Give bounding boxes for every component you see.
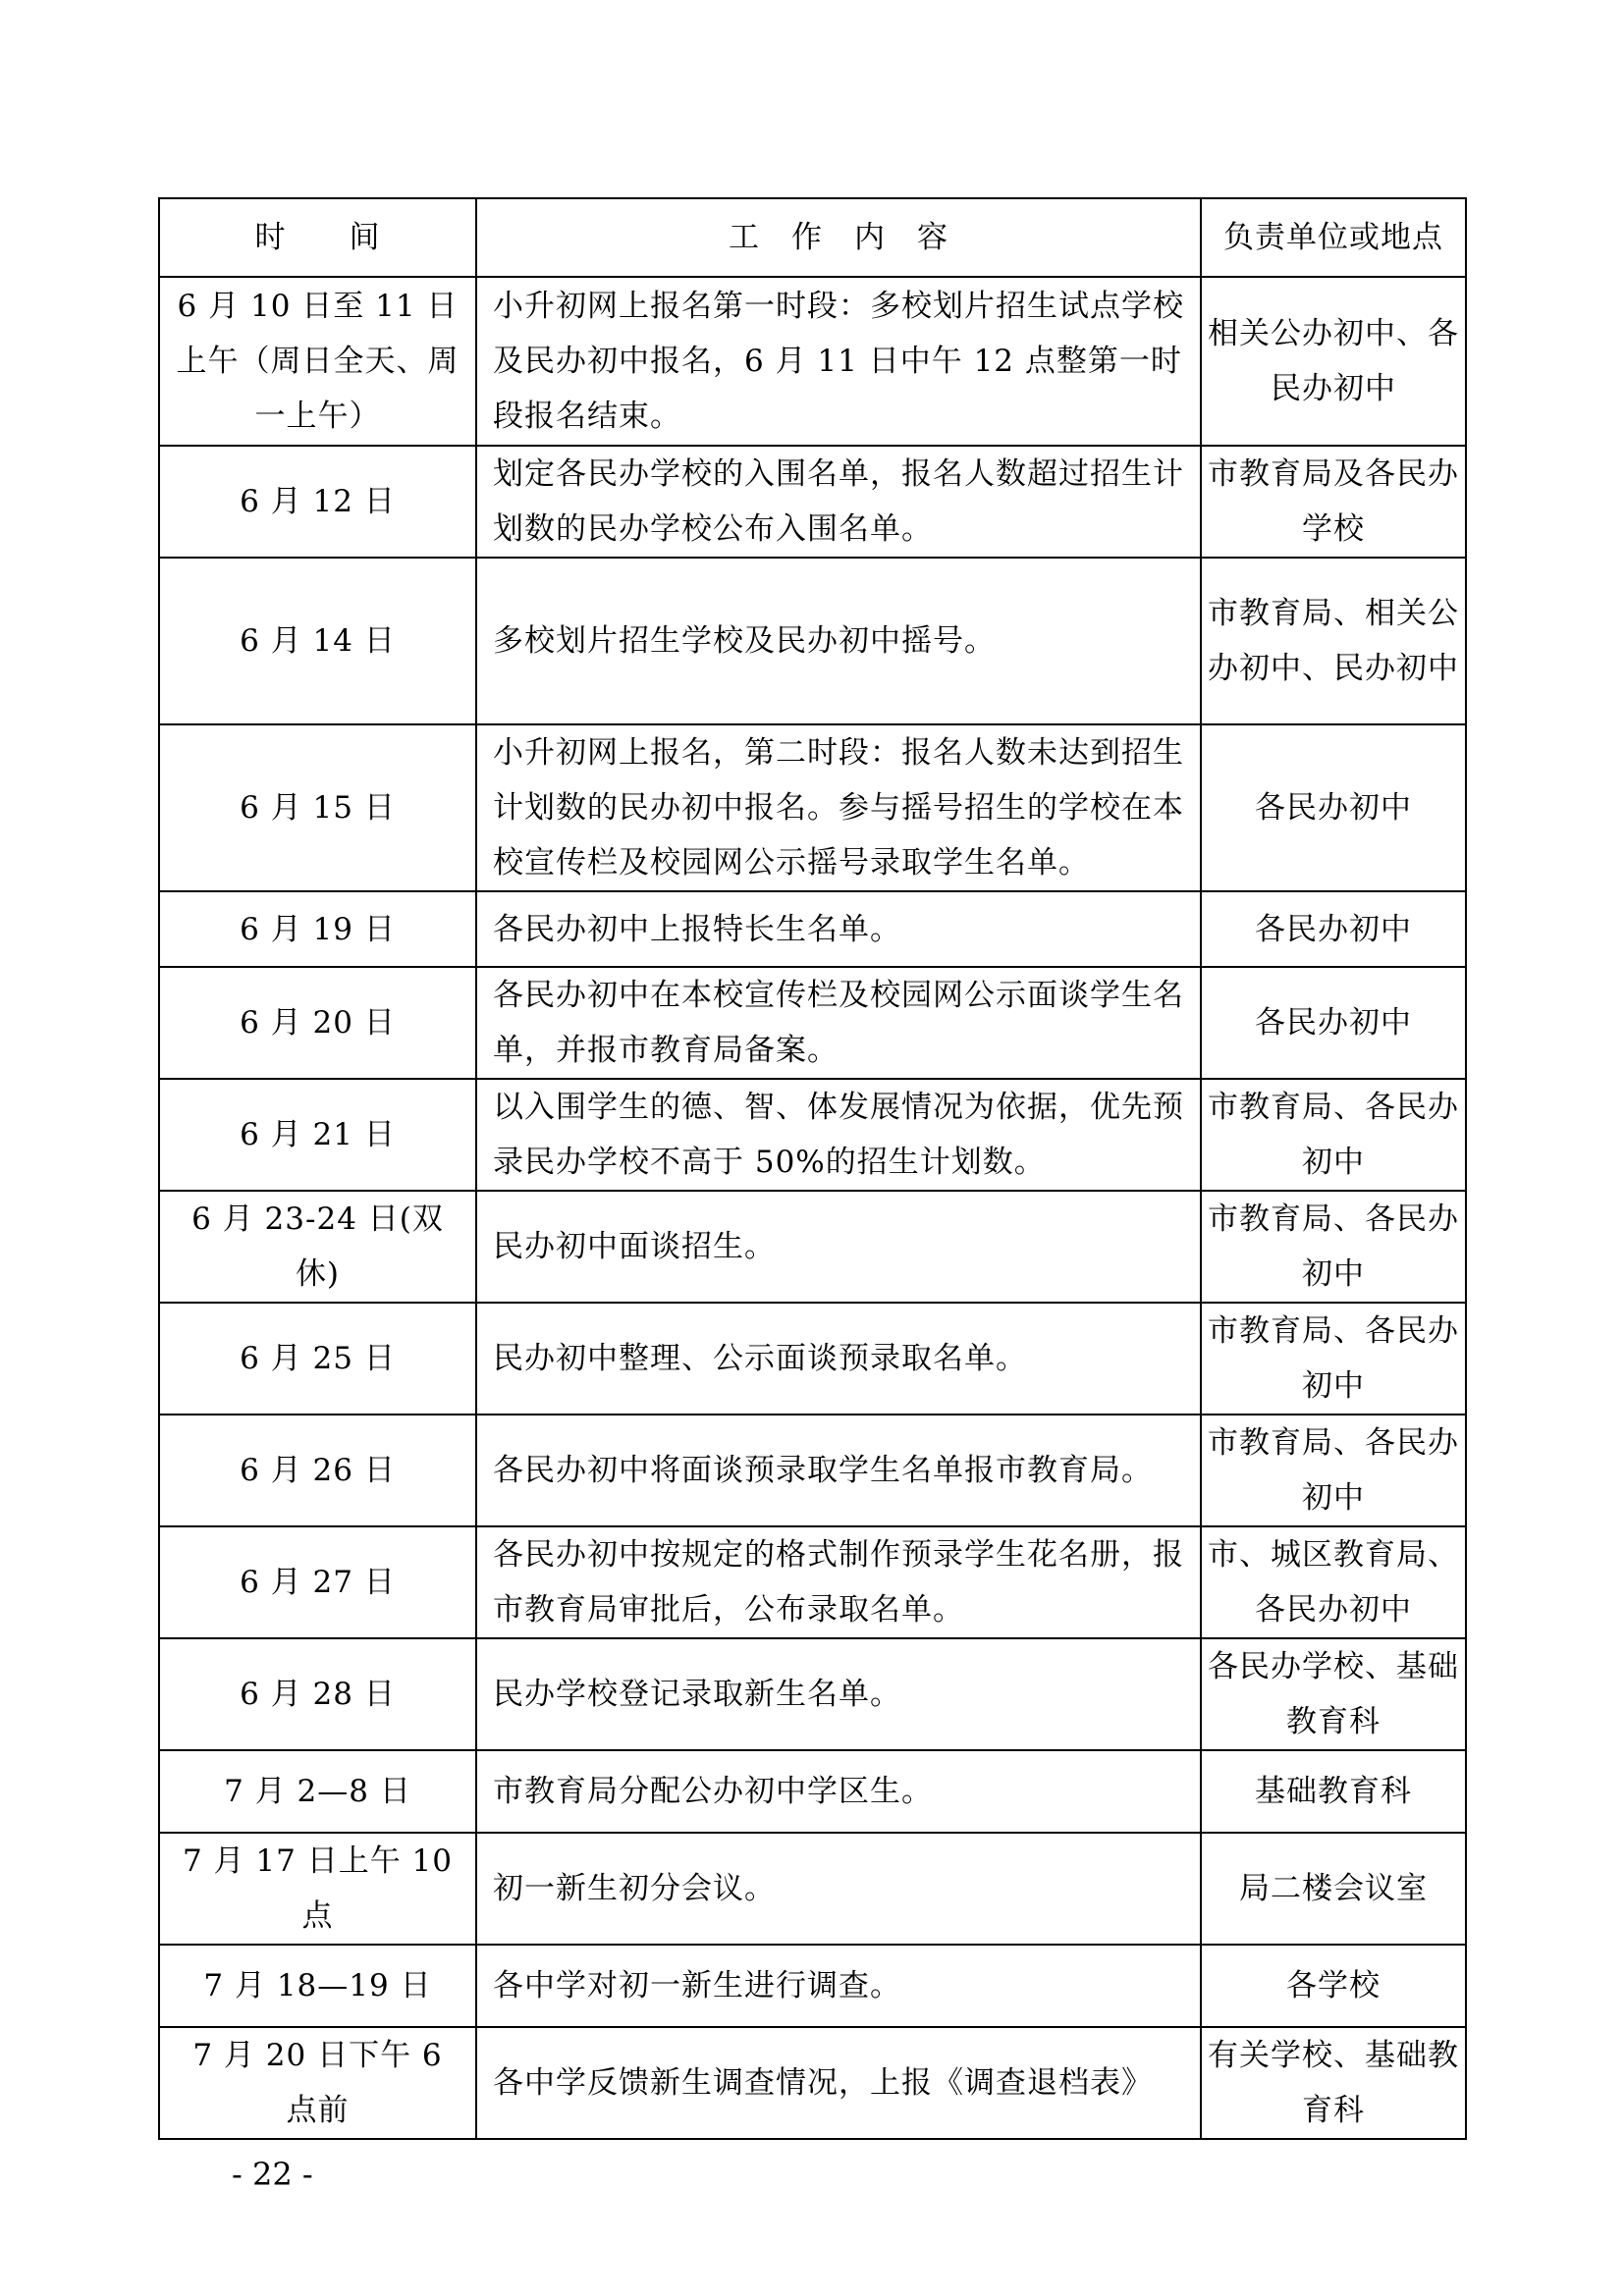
row-time: 6 月 21 日: [159, 1079, 476, 1191]
row-content: 各民办初中在本校宣传栏及校园网公示面谈学生名单，并报市教育局备案。: [476, 967, 1201, 1079]
row-time: 6 月 23-24 日(双休): [159, 1191, 476, 1303]
table-row: [159, 1303, 1466, 1415]
header-content: 工 作 内 容: [476, 198, 1201, 277]
table-row: [159, 2027, 1466, 2139]
row-unit: 市教育局、各民办初中: [1201, 1415, 1466, 1526]
row-content: 各民办初中上报特长生名单。: [476, 891, 1201, 967]
table-row: [159, 1415, 1466, 1526]
row-unit: 各民办初中: [1201, 891, 1466, 967]
row-time: 6 月 26 日: [159, 1415, 476, 1526]
table-header-row: [159, 198, 1466, 277]
row-unit: 各民办初中: [1201, 724, 1466, 891]
schedule-table: [158, 197, 1467, 2140]
row-unit: 市教育局及各民办学校: [1201, 446, 1466, 558]
row-content: 各中学对初一新生进行调查。: [476, 1945, 1201, 2027]
row-unit: 各民办初中: [1201, 967, 1466, 1079]
table-row: [159, 1191, 1466, 1303]
table-row: [159, 1750, 1466, 1833]
row-content: 市教育局分配公办初中学区生。: [476, 1750, 1201, 1833]
row-unit: 市教育局、各民办初中: [1201, 1303, 1466, 1415]
row-time: 6 月 19 日: [159, 891, 476, 967]
row-content: 民办初中面谈招生。: [476, 1191, 1201, 1303]
table-row: [159, 1526, 1466, 1638]
table-row: [159, 277, 1466, 446]
row-time: 7 月 2—8 日: [159, 1750, 476, 1833]
row-content: 多校划片招生学校及民办初中摇号。: [476, 558, 1201, 724]
row-time: 6 月 28 日: [159, 1638, 476, 1750]
row-content: 各民办初中将面谈预录取学生名单报市教育局。: [476, 1415, 1201, 1526]
table-row: [159, 558, 1466, 724]
page-number: - 22 -: [232, 2156, 313, 2193]
row-content: 小升初网上报名，第二时段：报名人数未达到招生计划数的民办初中报名。参与摇号招生的学校在本校宣传栏及校园网公示摇号录取学生名单。: [476, 724, 1201, 891]
row-unit: 局二楼会议室: [1201, 1833, 1466, 1945]
row-content: 以入围学生的德、智、体发展情况为依据，优先预录民办学校不高于 50%的招生计划数。: [476, 1079, 1201, 1191]
row-unit: 各学校: [1201, 1945, 1466, 2027]
row-content: 各中学反馈新生调查情况，上报《调查退档表》: [476, 2027, 1201, 2139]
row-time: 7 月 18—19 日: [159, 1945, 476, 2027]
row-unit: 市教育局、各民办初中: [1201, 1191, 1466, 1303]
table-row: [159, 446, 1466, 558]
row-unit: 市教育局、各民办初中: [1201, 1079, 1466, 1191]
row-time: 6 月 14 日: [159, 558, 476, 724]
row-unit: 市、城区教育局、各民办初中: [1201, 1526, 1466, 1638]
row-time: 6 月 15 日: [159, 724, 476, 891]
row-time: 6 月 12 日: [159, 446, 476, 558]
row-unit: 市教育局、相关公办初中、民办初中: [1201, 558, 1466, 724]
table-row: [159, 891, 1466, 967]
row-time: 6 月 20 日: [159, 967, 476, 1079]
table-row: [159, 1945, 1466, 2027]
table-row: [159, 967, 1466, 1079]
row-time: 7 月 17 日上午 10 点: [159, 1833, 476, 1945]
row-content: 民办学校登记录取新生名单。: [476, 1638, 1201, 1750]
header-unit: 负责单位或地点: [1201, 198, 1466, 277]
row-unit: 各民办学校、基础教育科: [1201, 1638, 1466, 1750]
table-row: [159, 1638, 1466, 1750]
row-time: 6 月 10 日至 11 日上午（周日全天、周一上午）: [159, 277, 476, 446]
table-row: [159, 1079, 1466, 1191]
row-time: 7 月 20 日下午 6 点前: [159, 2027, 476, 2139]
row-content: 划定各民办学校的入围名单，报名人数超过招生计划数的民办学校公布入围名单。: [476, 446, 1201, 558]
row-content: 各民办初中按规定的格式制作预录学生花名册，报市教育局审批后，公布录取名单。: [476, 1526, 1201, 1638]
row-unit: 基础教育科: [1201, 1750, 1466, 1833]
table-row: [159, 1833, 1466, 1945]
row-content: 小升初网上报名第一时段：多校划片招生试点学校及民办初中报名，6 月 11 日中午 12 点整第一时段报名结束。: [476, 277, 1201, 446]
row-time: 6 月 25 日: [159, 1303, 476, 1415]
row-content: 初一新生初分会议。: [476, 1833, 1201, 1945]
row-time: 6 月 27 日: [159, 1526, 476, 1638]
header-time: 时 间: [159, 198, 476, 277]
table-row: [159, 724, 1466, 891]
row-content: 民办初中整理、公示面谈预录取名单。: [476, 1303, 1201, 1415]
row-unit: 有关学校、基础教育科: [1201, 2027, 1466, 2139]
row-unit: 相关公办初中、各民办初中: [1201, 277, 1466, 446]
